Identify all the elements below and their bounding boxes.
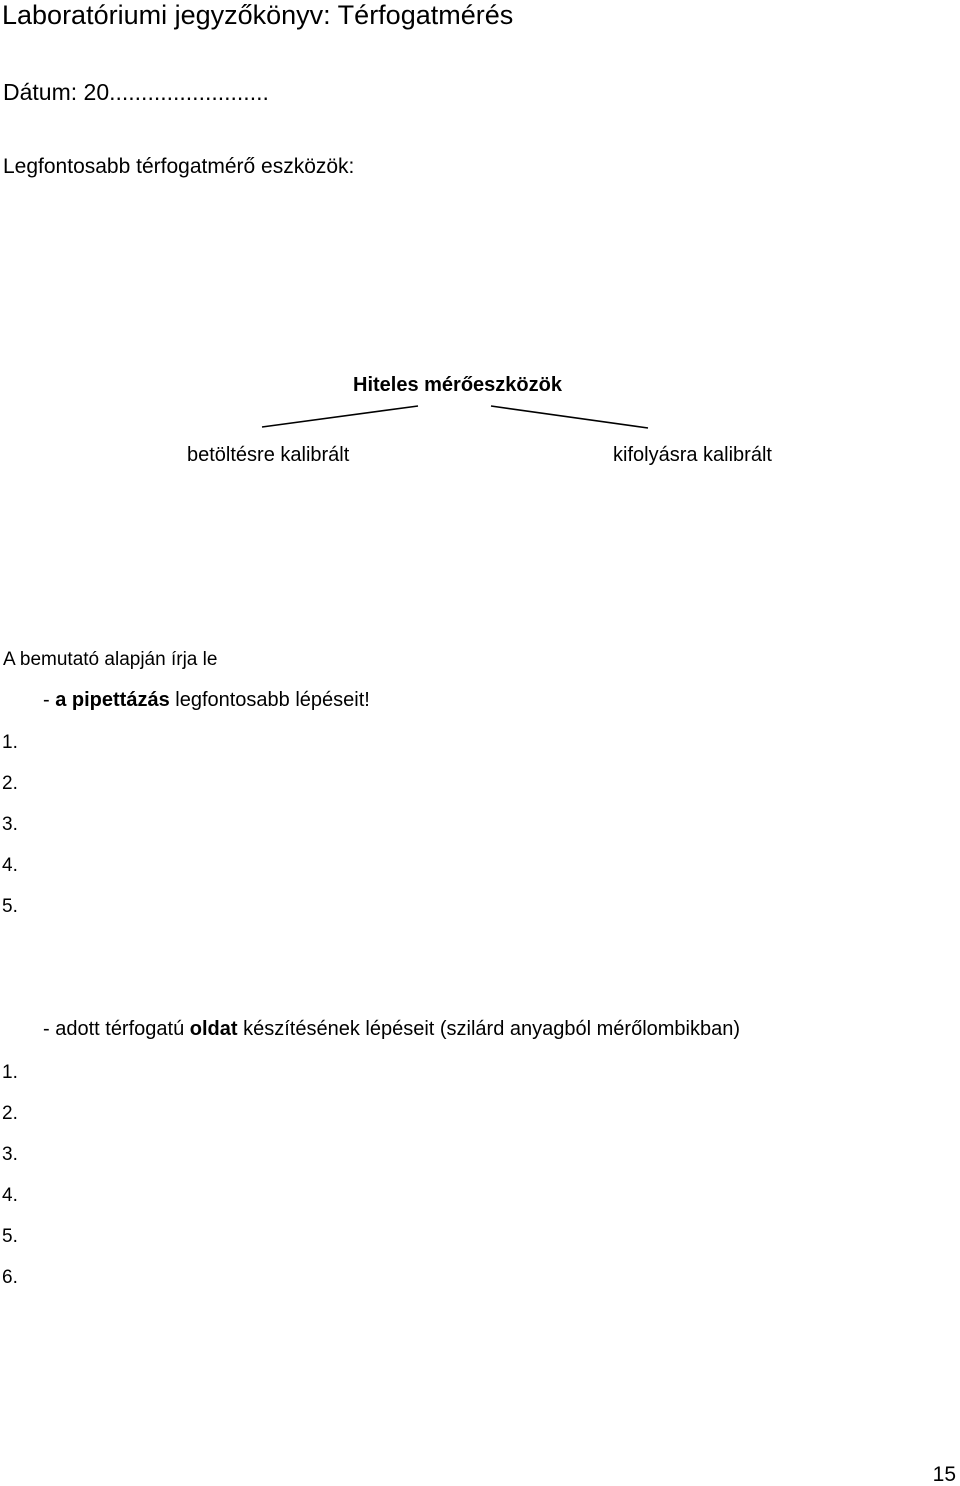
solution-step-4: 4. bbox=[2, 1185, 18, 1206]
date-line: Dátum: 20......................... bbox=[3, 79, 269, 105]
diagram-right-label: kifolyásra kalibrált bbox=[613, 444, 772, 466]
pipetting-step-2: 2. bbox=[2, 773, 18, 794]
solution-step-1: 1. bbox=[2, 1062, 18, 1083]
task-solution bbox=[43, 1019, 740, 1039]
connector-line-left bbox=[262, 406, 418, 427]
page-number: 15 bbox=[932, 1463, 956, 1486]
pipetting-step-5: 5. bbox=[2, 896, 18, 917]
instruction-text: A bemutató alapján írja le bbox=[3, 649, 218, 670]
solution-step-3: 3. bbox=[2, 1144, 18, 1165]
instruments-heading: Legfontosabb térfogatmérő eszközök: bbox=[3, 155, 355, 178]
pipetting-step-4: 4. bbox=[2, 855, 18, 876]
pipetting-step-3: 3. bbox=[2, 814, 18, 835]
task-solution-prefix: - adott térfogatú bbox=[43, 1018, 190, 1040]
pipetting-step-1: 1. bbox=[2, 732, 18, 753]
solution-step-5: 5. bbox=[2, 1226, 18, 1247]
task-pipetting bbox=[43, 690, 370, 710]
task-pipetting-rest: legfontosabb lépéseit! bbox=[169, 689, 370, 711]
connector-line-right bbox=[491, 406, 648, 428]
diagram-left-label: betöltésre kalibrált bbox=[187, 444, 350, 466]
solution-step-6: 6. bbox=[2, 1267, 18, 1288]
solution-step-2: 2. bbox=[2, 1103, 18, 1124]
task-solution-bold: oldat bbox=[189, 1018, 238, 1040]
task-solution-rest: készítésének lépéseit (szilárd anyagból mérőlombikban) bbox=[237, 1018, 741, 1040]
task-pipetting-bold: a pipettázás bbox=[55, 689, 170, 711]
page-title: Laboratóriumi jegyzőkönyv: Térfogatmérés bbox=[2, 0, 514, 30]
task-pipetting-prefix: - bbox=[43, 689, 56, 711]
diagram-root-label: Hiteles mérőeszközök bbox=[353, 374, 562, 396]
